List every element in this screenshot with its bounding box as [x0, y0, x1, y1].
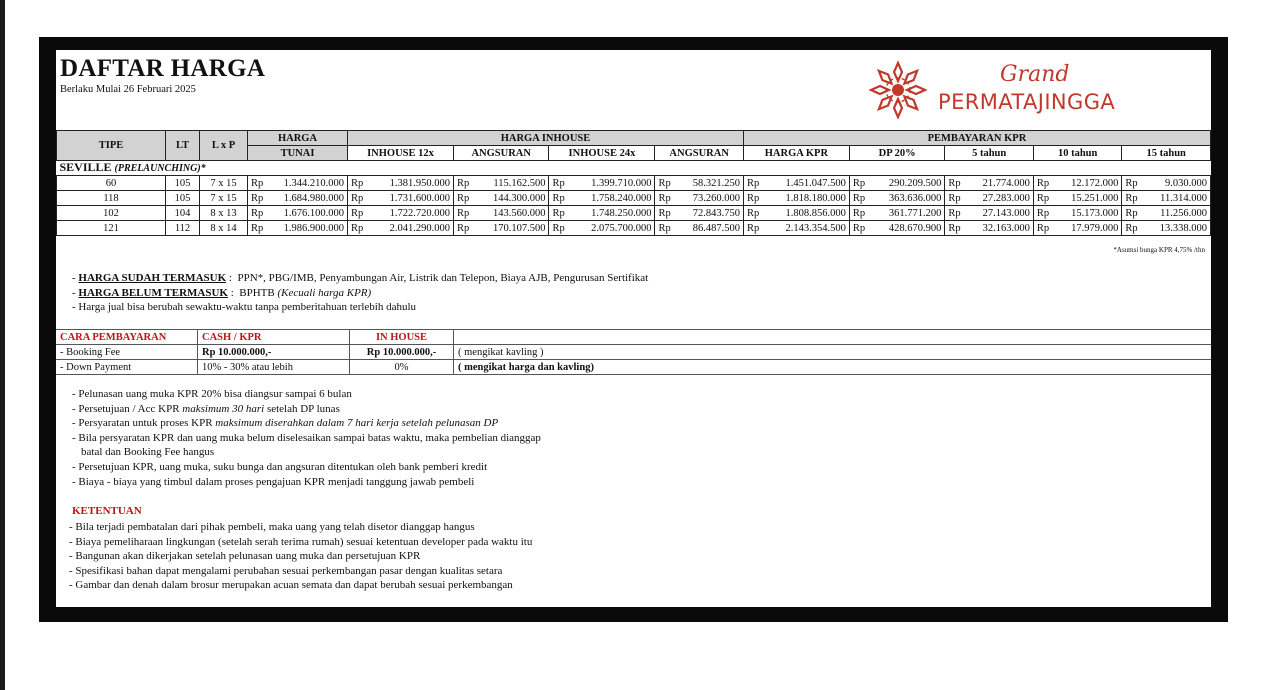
- cell-ang12: [453, 221, 549, 236]
- amount: 1.676.100.000: [283, 207, 344, 219]
- dp-cash: 10% - 30% atau lebih: [198, 360, 350, 375]
- cell-kpr: [743, 206, 849, 221]
- amount: 1.748.250.000: [591, 207, 652, 219]
- amount: 11.314.000: [1160, 192, 1207, 204]
- amount: 73.260.000: [692, 192, 740, 204]
- col-tipe: TIPE: [57, 131, 166, 161]
- price-list-sheet: [56, 50, 1211, 607]
- ketentuan-1: - Bila terjadi pembatalan dari pihak pembeli, maka uang yang telah disetor dianggap hangus: [69, 521, 475, 533]
- amount: 1.451.047.500: [785, 177, 846, 189]
- currency-label: Rp: [351, 177, 364, 189]
- cell-dp: [849, 221, 945, 236]
- currency-label: Rp: [852, 207, 866, 219]
- cell-lt: 105: [166, 176, 200, 191]
- includes-text: PPN*, PBG/IMB, Penyambungan Air, Listrik dan Telepon, Biaya AJB, Pengurusan Sertifikat: [237, 272, 649, 284]
- term-3: - Persyaratan untuk proses KPR maksimum diserahkan dalam 7 hari kerja setelah pelunasan DP: [72, 417, 499, 430]
- cell-kpr: [743, 191, 849, 206]
- amount: 58.321.250: [692, 177, 740, 189]
- currency-label: Rp: [948, 192, 961, 204]
- cell-t10: [1033, 206, 1122, 221]
- cell-tipe: 102: [57, 206, 166, 221]
- booking-inhouse: Rp 10.000.000,-: [350, 345, 454, 360]
- cell-lxp: 8 x 14: [200, 221, 248, 236]
- cell-ang24: [655, 206, 744, 221]
- amount: 15.251.000: [1071, 192, 1119, 204]
- currency-label: Rp: [1036, 222, 1050, 234]
- excludes-label: HARGA BELUM TERMASUK: [78, 287, 228, 299]
- dp-inhouse: 0%: [350, 360, 454, 375]
- cell-tunai: [248, 176, 348, 191]
- section-status: (PRELAUNCHING)*: [114, 163, 206, 174]
- col-hargakpr: HARGA KPR: [743, 146, 849, 161]
- cell-dp: [849, 176, 945, 191]
- cell-tunai: [248, 191, 348, 206]
- currency-label: Rp: [1125, 177, 1138, 189]
- amount: 361.771.200: [888, 207, 942, 219]
- amount: 143.560.000: [492, 207, 546, 219]
- pay-head-cara: CARA PEMBAYARAN: [56, 330, 198, 345]
- mandala-icon: [866, 60, 930, 120]
- currency-label: Rp: [948, 207, 961, 219]
- cell-in24: [549, 206, 655, 221]
- currency-label: Rp: [746, 192, 760, 204]
- currency-label: Rp: [251, 192, 264, 204]
- cell-lxp: 7 x 15: [200, 176, 248, 191]
- currency-label: Rp: [351, 222, 364, 234]
- cell-t15: [1122, 206, 1211, 221]
- term-4: - Bila persyaratan KPR dan uang muka belum diselesaikan sampai batas waktu, maka pembelian dianggap: [72, 431, 541, 444]
- amount: 17.979.000: [1071, 222, 1119, 234]
- amount: 13.338.000: [1159, 222, 1207, 234]
- table-row: [57, 206, 1211, 221]
- currency-label: Rp: [351, 207, 364, 219]
- currency-label: Rp: [658, 222, 671, 234]
- table-row: [57, 221, 1211, 236]
- brand-logo: [866, 60, 1156, 122]
- booking-note: ( mengikat kavling ): [454, 345, 1212, 360]
- excludes-line: - HARGA BELUM TERMASUK : BPHTB (Kecuali harga KPR): [72, 287, 372, 299]
- currency-label: Rp: [746, 207, 760, 219]
- amount: 290.209.500: [888, 177, 942, 189]
- col-harga: HARGA: [248, 131, 348, 146]
- dp-label: - Down Payment: [56, 360, 198, 375]
- currency-label: Rp: [948, 222, 961, 234]
- cell-in24: [549, 191, 655, 206]
- currency-label: Rp: [1125, 222, 1138, 234]
- valid-date: Berlaku Mulai 26 Februari 2025: [60, 84, 196, 95]
- kpr-interest-note: *Asumsi bunga KPR 4,75% /thn: [1113, 246, 1205, 254]
- cell-in12: [348, 206, 454, 221]
- cell-ang12: [453, 206, 549, 221]
- amount: 21.774.000: [982, 177, 1030, 189]
- currency-label: Rp: [948, 177, 961, 189]
- includes-label: HARGA SUDAH TERMASUK: [78, 272, 227, 284]
- cell-ang24: [655, 176, 744, 191]
- amount: 27.283.000: [982, 192, 1030, 204]
- amount: 1.399.710.000: [591, 177, 652, 189]
- currency-label: Rp: [456, 222, 470, 234]
- currency-label: Rp: [1125, 192, 1138, 204]
- currency-label: Rp: [251, 207, 264, 219]
- amount: 1.731.600.000: [389, 192, 450, 204]
- amount: 11.256.000: [1160, 207, 1207, 219]
- cell-ang24: [655, 221, 744, 236]
- cell-lt: 112: [166, 221, 200, 236]
- currency-label: Rp: [658, 177, 671, 189]
- cell-tipe: 121: [57, 221, 166, 236]
- amount: 1.381.950.000: [389, 177, 450, 189]
- col-5tahun: 5 tahun: [945, 146, 1034, 161]
- cell-tipe: 60: [57, 176, 166, 191]
- excludes-text: BPHTB: [239, 287, 275, 299]
- table-row: [57, 176, 1211, 191]
- amount: 115.162.500: [493, 177, 546, 189]
- cell-ang12: [453, 176, 549, 191]
- currency-label: Rp: [251, 177, 264, 189]
- price-change-note: - Harga jual bisa berubah sewaktu-waktu tanpa pemberitahuan terlebih dahulu: [72, 301, 417, 313]
- cell-in12: [348, 191, 454, 206]
- currency-label: Rp: [1036, 207, 1050, 219]
- amount: 32.163.000: [982, 222, 1030, 234]
- cell-t10: [1033, 221, 1122, 236]
- amount: 170.107.500: [492, 222, 546, 234]
- logo-wordmark: PERMATAJINGGA: [938, 90, 1116, 114]
- currency-label: Rp: [552, 222, 565, 234]
- cell-t10: [1033, 191, 1122, 206]
- amount: 15.173.000: [1071, 207, 1119, 219]
- logo-script: Grand: [1000, 62, 1070, 87]
- currency-label: Rp: [351, 192, 364, 204]
- cell-t10: [1033, 176, 1122, 191]
- currency-label: Rp: [552, 177, 565, 189]
- section-seville: [57, 161, 1211, 176]
- currency-label: Rp: [456, 207, 470, 219]
- cell-tunai: [248, 206, 348, 221]
- term-4-cont: batal dan Booking Fee hangus: [81, 446, 215, 459]
- page-title: DAFTAR HARGA: [60, 55, 266, 82]
- amount: 1.808.856.000: [785, 207, 846, 219]
- amount: 1.344.210.000: [283, 177, 344, 189]
- group-kpr: PEMBAYARAN KPR: [743, 131, 1210, 146]
- currency-label: Rp: [456, 177, 470, 189]
- cell-in24: [549, 221, 655, 236]
- term-1: - Pelunasan uang muka KPR 20% bisa diangsur sampai 6 bulan: [72, 388, 352, 400]
- col-lxp: L x P: [200, 131, 248, 161]
- cell-ang12: [453, 191, 549, 206]
- term-6: - Biaya - biaya yang timbul dalam proses pengajuan KPR menjadi tanggung jawab pembeli: [72, 475, 475, 488]
- currency-label: Rp: [852, 192, 866, 204]
- pay-head-inhouse: IN HOUSE: [350, 330, 454, 345]
- currency-label: Rp: [456, 192, 470, 204]
- cell-dp: [849, 191, 945, 206]
- currency-label: Rp: [746, 177, 760, 189]
- amount: 1.758.240.000: [591, 192, 652, 204]
- amount: 1.818.180.000: [785, 192, 846, 204]
- amount: 9.030.000: [1165, 177, 1207, 189]
- cell-lt: 104: [166, 206, 200, 221]
- col-inhouse24: INHOUSE 24x: [549, 146, 655, 161]
- currency-label: Rp: [552, 207, 565, 219]
- col-dp: DP 20%: [849, 146, 945, 161]
- cell-tipe: 118: [57, 191, 166, 206]
- dp-note: ( mengikat harga dan kavling): [454, 360, 1212, 375]
- group-inhouse: HARGA INHOUSE: [348, 131, 744, 146]
- cell-in12: [348, 221, 454, 236]
- cell-lxp: 7 x 15: [200, 191, 248, 206]
- term-2: - Persetujuan / Acc KPR maksimum 30 hari setelah DP lunas: [72, 402, 340, 415]
- table-row: [57, 191, 1211, 206]
- cell-in24: [549, 176, 655, 191]
- amount: 1.684.980.000: [283, 192, 344, 204]
- currency-label: Rp: [552, 192, 565, 204]
- amount: 86.487.500: [692, 222, 740, 234]
- cell-lt: 105: [166, 191, 200, 206]
- amount: 144.300.000: [492, 192, 546, 204]
- cell-lxp: 8 x 13: [200, 206, 248, 221]
- amount: 2.075.700.000: [591, 222, 652, 234]
- cell-kpr: [743, 221, 849, 236]
- cell-dp: [849, 206, 945, 221]
- cell-in12: [348, 176, 454, 191]
- col-15tahun: 15 tahun: [1122, 146, 1211, 161]
- pay-head-empty: [454, 330, 1212, 345]
- ketentuan-4: - Spesifikasi bahan dapat mengalami perubahan sesuai perkembangan pasar dengan kualitas setara: [69, 564, 503, 577]
- amount: 12.172.000: [1071, 177, 1119, 189]
- ketentuan-5: - Gambar dan denah dalam brosur merupakan acuan semata dan dapat berubah sesuai perkembangan: [69, 579, 513, 592]
- ketentuan-title: KETENTUAN: [72, 505, 142, 517]
- term-5: - Persetujuan KPR, uang muka, suku bunga dan angsuran ditentukan oleh bank pemberi kredit: [72, 460, 488, 473]
- col-tunai: TUNAI: [248, 146, 348, 161]
- col-angsuran24: ANGSURAN: [655, 146, 744, 161]
- booking-cash: Rp 10.000.000,-: [198, 345, 350, 360]
- cell-t5: [945, 221, 1034, 236]
- ketentuan-3: - Bangunan akan dikerjakan setelah pelunasan uang muka dan persetujuan KPR: [69, 550, 421, 563]
- currency-label: Rp: [1125, 207, 1138, 219]
- ketentuan-2: - Biaya pemeliharaan lingkungan (setelah serah terima rumah) sesuai ketentuan developer pada waktu itu: [69, 535, 533, 548]
- excludes-italic: (Kecuali harga KPR): [277, 287, 372, 299]
- currency-label: Rp: [852, 177, 866, 189]
- currency-label: Rp: [1036, 177, 1050, 189]
- currency-label: Rp: [658, 207, 671, 219]
- amount: 1.986.900.000: [283, 222, 344, 234]
- window-edge: [0, 0, 5, 690]
- col-angsuran12: ANGSURAN: [453, 146, 549, 161]
- payment-table: [56, 329, 1211, 375]
- terms-list: [72, 387, 541, 489]
- currency-label: Rp: [746, 222, 760, 234]
- amount: 363.636.000: [888, 192, 942, 204]
- includes-line: - HARGA SUDAH TERMASUK : PPN*, PBG/IMB, Penyambungan Air, Listrik dan Telepon, Biaya AJB, Pengurusan Sertifikat: [72, 272, 649, 284]
- col-inhouse12: INHOUSE 12x: [348, 146, 454, 161]
- currency-label: Rp: [852, 222, 866, 234]
- pay-head-cash: CASH / KPR: [198, 330, 350, 345]
- amount: 72.843.750: [692, 207, 740, 219]
- section-name: SEVILLE: [59, 160, 112, 174]
- ketentuan-list: [69, 520, 532, 593]
- price-table: [56, 130, 1211, 236]
- cell-t5: [945, 176, 1034, 191]
- cell-t15: [1122, 176, 1211, 191]
- cell-ang24: [655, 191, 744, 206]
- amount: 2.041.290.000: [389, 222, 450, 234]
- amount: 27.143.000: [982, 207, 1030, 219]
- cell-t15: [1122, 221, 1211, 236]
- currency-label: Rp: [1036, 192, 1050, 204]
- booking-label: - Booking Fee: [56, 345, 198, 360]
- col-lt: LT: [166, 131, 200, 161]
- col-10tahun: 10 tahun: [1033, 146, 1122, 161]
- cell-kpr: [743, 176, 849, 191]
- cell-t15: [1122, 191, 1211, 206]
- currency-label: Rp: [251, 222, 264, 234]
- cell-t5: [945, 191, 1034, 206]
- amount: 2.143.354.500: [785, 222, 846, 234]
- cell-t5: [945, 206, 1034, 221]
- cell-tunai: [248, 221, 348, 236]
- amount: 428.670.900: [888, 222, 942, 234]
- currency-label: Rp: [658, 192, 671, 204]
- amount: 1.722.720.000: [389, 207, 450, 219]
